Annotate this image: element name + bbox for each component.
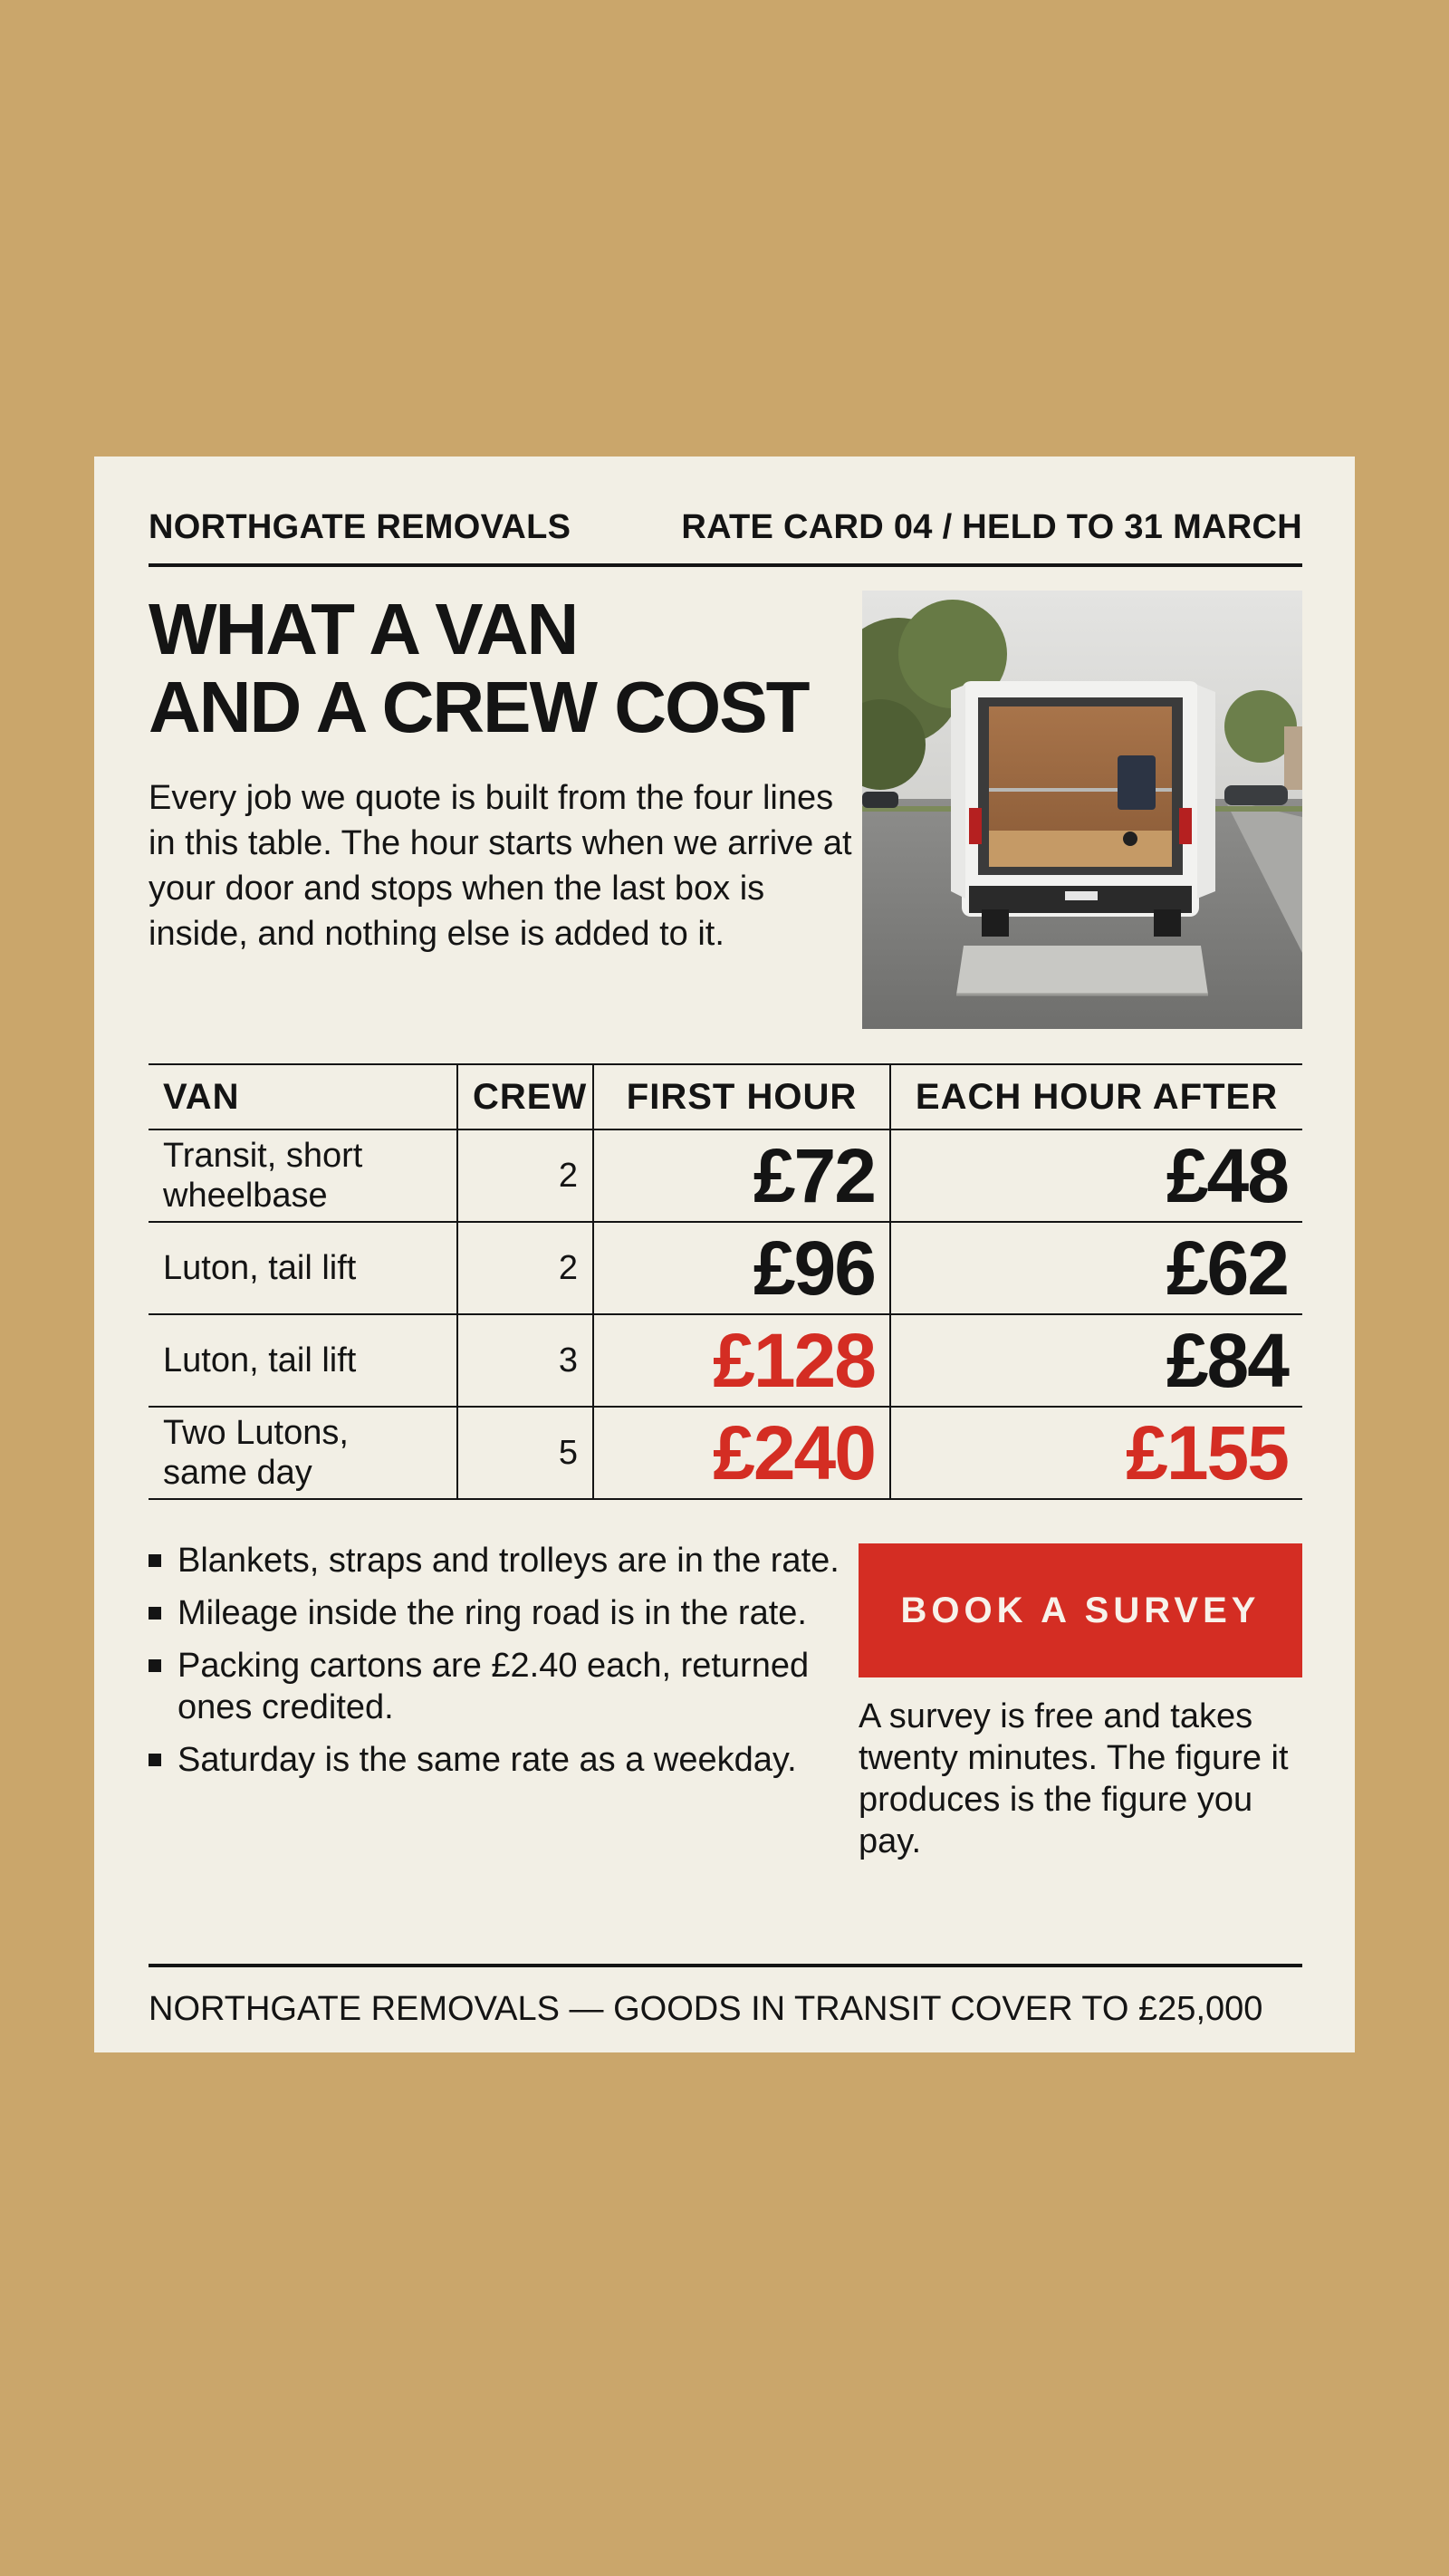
each-hour-after-price: £84 [890,1314,1302,1407]
rate-card [94,457,1355,2052]
table-row [149,1314,1302,1407]
title-line-2: AND A CREW COST [149,667,809,747]
list-item-text: Blankets, straps and trolleys are in the rate. [178,1542,840,1580]
list-item [149,1592,891,1634]
van-rear-open-photo [862,591,1302,1029]
column-header-first-hour: FIRST HOUR [593,1064,890,1129]
van-photo [862,591,1302,1029]
column-header-crew: CREW [457,1064,593,1129]
van-cell: Luton, tail lift [149,1222,457,1314]
list-item [149,1645,891,1728]
van-cell: Two Lutons, same day [149,1407,457,1499]
brand-name: NORTHGATE REMOVALS [149,507,571,546]
van-cell: Luton, tail lift [149,1314,457,1407]
crew-cell: 5 [457,1407,593,1499]
square-bullet-icon [149,1554,161,1567]
first-hour-price: £240 [593,1407,890,1499]
each-hour-after-price: £155 [890,1407,1302,1499]
table-row [149,1129,1302,1222]
top-bar [149,507,1302,547]
list-item-text: Saturday is the same rate as a weekday. [178,1741,797,1779]
column-header-each-hour-after: EACH HOUR AFTER [890,1064,1302,1129]
list-item [149,1739,891,1781]
table-row [149,1407,1302,1499]
intro-text: Every job we quote is built from the four lines in this table. The hour starts when we arrive at your door and stops when the last box is inside, and nothing else is added to it. [149,779,852,953]
first-hour-price: £128 [593,1314,890,1407]
book-survey-button[interactable]: BOOK A SURVEY [859,1543,1302,1677]
footer-text: NORTHGATE REMOVALS — GOODS IN TRANSIT COVER TO £25,000 [149,1990,1263,2028]
first-hour-price: £72 [593,1129,890,1222]
square-bullet-icon [149,1659,161,1672]
list-item [149,1540,891,1581]
bottom-divider [149,1964,1302,1967]
rate-card-label: RATE CARD 04 / HELD TO 31 MARCH [681,507,1302,546]
rate-table [149,1063,1302,1500]
list-item-text: Mileage inside the ring road is in the rate. [178,1594,807,1632]
title-line-1: WHAT A VAN [149,589,578,669]
inclusions-list [149,1540,891,1792]
first-hour-price: £96 [593,1222,890,1314]
crew-cell: 3 [457,1314,593,1407]
square-bullet-icon [149,1607,161,1620]
top-divider [149,563,1302,567]
each-hour-after-price: £48 [890,1129,1302,1222]
table-row [149,1222,1302,1314]
survey-note: A survey is free and takes twenty minutes. The figure it produces is the figure you pay. [859,1697,1289,1860]
crew-cell: 2 [457,1222,593,1314]
crew-cell: 2 [457,1129,593,1222]
table-header-row [149,1064,1302,1129]
list-item-text: Packing cartons are £2.40 each, returned ones credited. [178,1647,810,1726]
page-title [149,591,855,746]
van-cell: Transit, short wheelbase [149,1129,457,1222]
square-bullet-icon [149,1754,161,1766]
column-header-van: VAN [149,1064,457,1129]
each-hour-after-price: £62 [890,1222,1302,1314]
